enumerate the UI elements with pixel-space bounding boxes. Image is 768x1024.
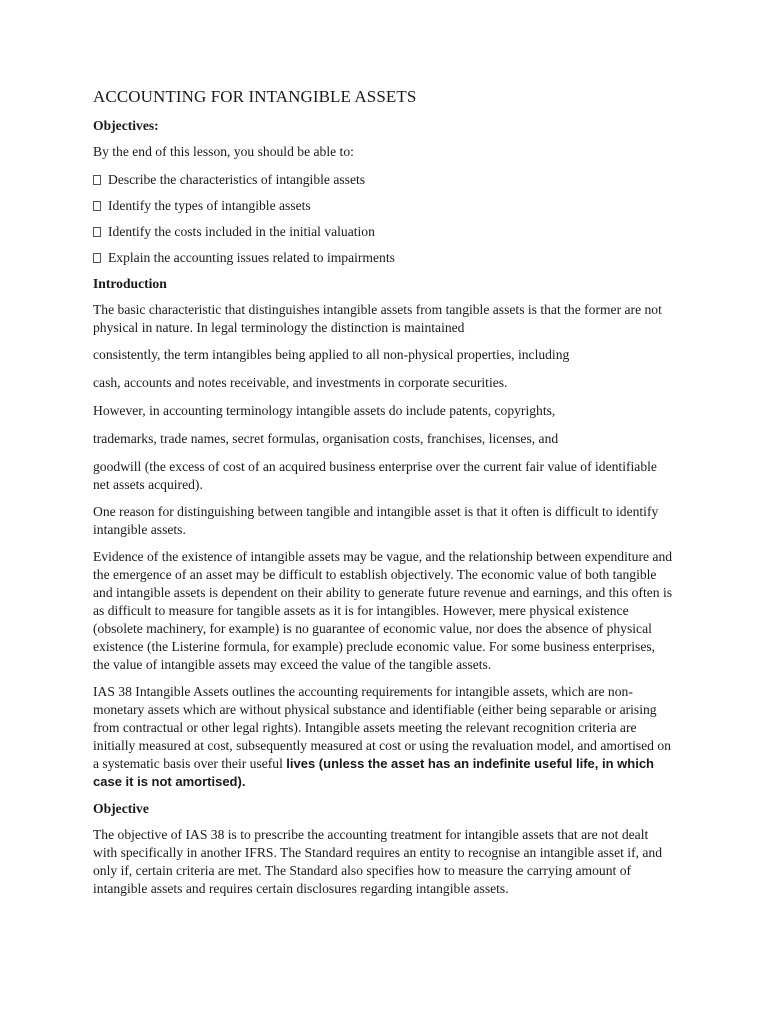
objective-text: Identify the costs included in the initial valuation <box>108 224 375 239</box>
ias38-text: IAS 38 Intangible Assets outlines the accounting requirements for intangible assets, which are non-monetary assets which are without physical substance and identifiable (either being separable or arising from contractual or other legal rights). Intangible assets meeting the relevant recognition criteria are initially measured at cost, subsequently measured at cost or using the revaluation model, and amortised on a systematic basis over their useful <box>93 684 671 771</box>
objective-heading: Objective <box>93 801 149 816</box>
objective-item <box>93 171 673 189</box>
objective-item <box>93 197 673 215</box>
ias38-paragraph <box>93 683 673 791</box>
objective-text: Identify the types of intangible assets <box>108 198 311 213</box>
objective-text: Explain the accounting issues related to impairments <box>108 250 395 265</box>
objectives-heading: Objectives: <box>93 118 159 133</box>
objective-paragraph: The objective of IAS 38 is to prescribe the accounting treatment for intangible assets that are not dealt with specifically in another IFRS. The Standard requires an entity to recognise an intangible asset if, and only if, certain criteria are met. The Standard also specifies how to measure the carrying amount of intangible assets and requires certain disclosures regarding intangible assets. <box>93 827 663 896</box>
objective-text: Describe the characteristics of intangible assets <box>108 172 366 187</box>
bullet-box-icon <box>93 253 101 263</box>
intro-paragraph: Evidence of the existence of intangible assets may be vague, and the relationship between expenditure and the emergence of an asset may be difficult to establish objectively. The economic value of both tangible and intangible assets is dependent on their ability to generate future revenue and earnings, and this often is as difficult to measure for tangible assets as it is for intangibles. However, mere physical existence (obsolete machinery, for example) is no guarantee of economic value, nor does the absence of physical existence (the Listerine formula, for example) preclude economic value. For some business enterprises, the value of intangible assets may exceed the value of the tangible assets. <box>93 549 673 672</box>
bullet-box-icon <box>93 227 101 237</box>
intro-line: consistently, the term intangibles being applied to all non-physical properties, including <box>93 347 570 362</box>
bullet-box-icon <box>93 175 101 185</box>
intro-line: trademarks, trade names, secret formulas, organisation costs, franchises, licenses, and <box>93 431 559 446</box>
document-body <box>93 86 673 907</box>
introduction-heading: Introduction <box>93 276 167 291</box>
intro-line: However, in accounting terminology intangible assets do include patents, copyrights, <box>93 403 556 418</box>
intro-paragraph: One reason for distinguishing between tangible and intangible asset is that it often is difficult to identify intangible assets. <box>93 504 659 537</box>
objective-item <box>93 249 673 267</box>
objectives-list <box>93 171 673 267</box>
objectives-intro: By the end of this lesson, you should be able to: <box>93 144 354 159</box>
ias38-bold-text: lives (unless the asset has an indefinite useful life, in which case it is not amortised). <box>93 756 654 789</box>
intro-paragraph: The basic characteristic that distinguishes intangible assets from tangible assets is that the former are not physical in nature. In legal terminology the distinction is maintained <box>93 302 662 335</box>
bullet-box-icon <box>93 201 101 211</box>
document-title: ACCOUNTING FOR INTANGIBLE ASSETS <box>93 87 417 106</box>
intro-line: cash, accounts and notes receivable, and investments in corporate securities. <box>93 375 508 390</box>
objective-item <box>93 223 673 241</box>
intro-paragraph: goodwill (the excess of cost of an acquired business enterprise over the current fair value of identifiable net assets acquired). <box>93 459 657 492</box>
